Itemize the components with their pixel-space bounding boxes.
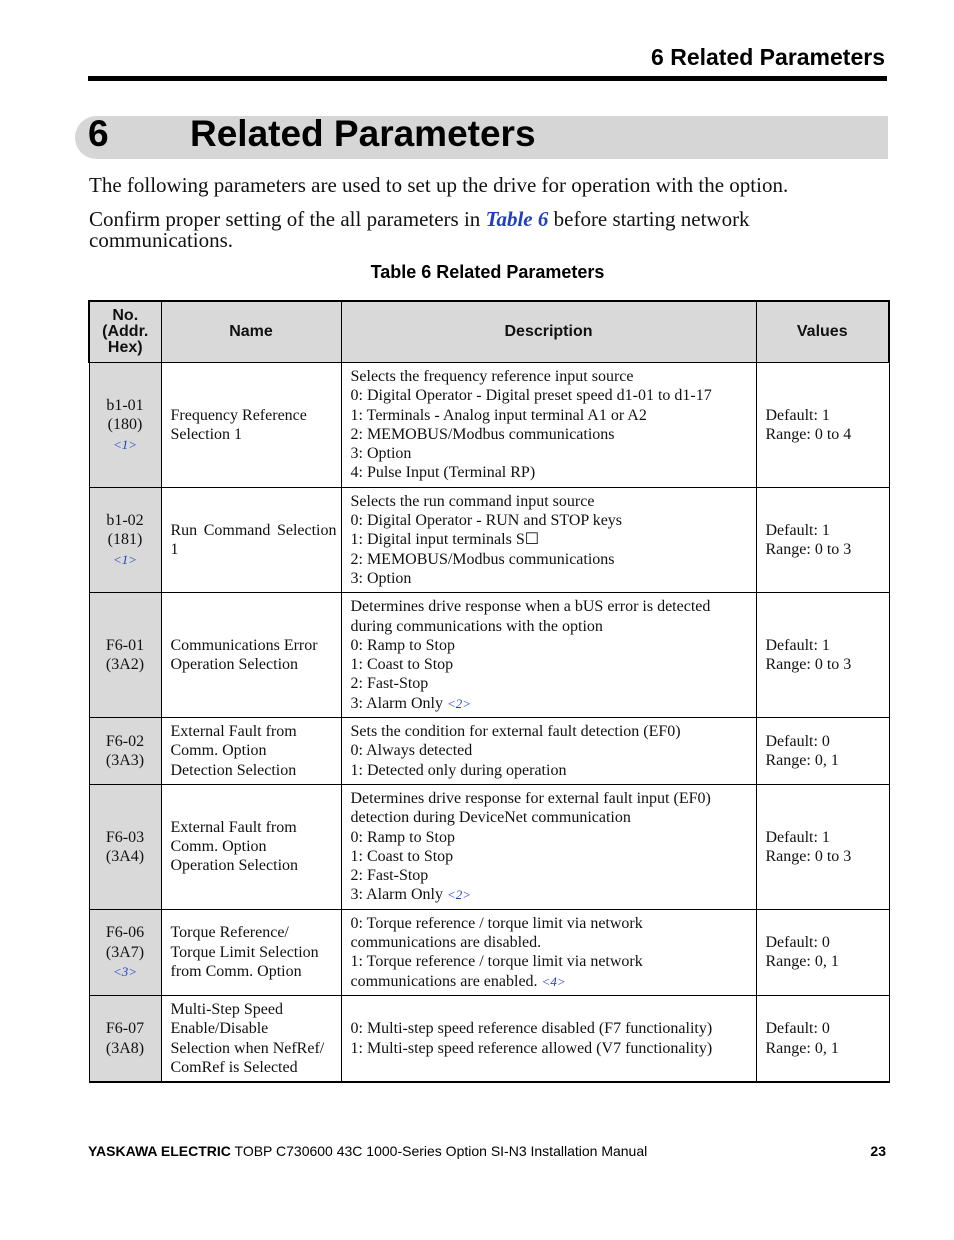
param-values-cell: [756, 593, 889, 718]
param-name-line: Run Command Selection: [170, 521, 337, 539]
param-name-line: Operation Selection: [170, 857, 299, 875]
table-row: [89, 784, 889, 909]
param-description-cell: [341, 593, 756, 718]
param-description-line: 2: MEMOBUS/Modbus communications: [350, 425, 615, 443]
param-range: Range: 0, 1: [765, 953, 839, 971]
column-header-values: Values: [756, 301, 889, 363]
param-default: Default: 1: [765, 828, 830, 846]
param-name-line: External Fault from: [170, 818, 297, 836]
param-name-line: Comm. Option: [170, 838, 267, 856]
section-number: 6: [88, 113, 109, 154]
param-name-cell: [161, 363, 341, 488]
param-name-cell: [161, 909, 341, 995]
param-values-cell: [756, 487, 889, 592]
param-description-line: Determines drive response for external fault input (EF0): [350, 789, 711, 807]
param-address: (3A8): [105, 1039, 145, 1057]
param-description-line: 2: MEMOBUS/Modbus communications: [350, 550, 615, 568]
param-range: Range: 0 to 3: [765, 541, 852, 559]
param-name-line: Multi-Step Speed: [170, 1000, 283, 1018]
param-name-line: Selection 1: [170, 425, 243, 443]
param-description-line: 1: Detected only during operation: [350, 761, 567, 779]
param-name-line: Frequency Reference: [170, 406, 307, 424]
param-description-line: [351, 972, 752, 991]
param-default: Default: 0: [765, 934, 830, 952]
param-description-line: detection during DeviceNet communication: [350, 809, 631, 827]
param-range: Range: 0 to 4: [765, 425, 852, 443]
param-range: Range: 0, 1: [765, 751, 839, 769]
param-number: F6-03: [105, 828, 145, 846]
table-6-link[interactable]: Table 6: [485, 207, 549, 231]
param-description-cell: [341, 718, 756, 785]
param-no-cell: [89, 995, 161, 1082]
param-description-text: 3: Alarm Only: [350, 694, 443, 712]
page-number: 23: [870, 1143, 886, 1159]
related-parameters-table: [88, 300, 890, 1083]
param-description-cell: [341, 995, 756, 1082]
param-range: Range: 0, 1: [765, 1039, 839, 1057]
column-header-no: No. (Addr. Hex): [89, 301, 161, 363]
param-description-cell: [341, 909, 756, 995]
param-description-line: 4: Pulse Input (Terminal RP): [350, 464, 536, 482]
table-header-row: [89, 301, 889, 363]
column-header-description: Description: [341, 301, 756, 363]
param-name-line: Torque Limit Selection: [170, 943, 319, 961]
table-row: [89, 593, 889, 718]
param-number: F6-06: [105, 924, 145, 942]
param-number: b1-01: [106, 396, 144, 414]
footer-manual-title: [88, 1143, 647, 1159]
table-row: [89, 909, 889, 995]
param-name-line: Enable/Disable: [170, 1020, 269, 1038]
param-description-line: 1: Digital input terminals S☐: [350, 531, 540, 549]
param-description-line: Determines drive response when a bUS error is detected: [350, 598, 711, 616]
param-note[interactable]: <1>: [112, 436, 138, 452]
param-range: Range: 0 to 3: [765, 656, 852, 674]
param-description-line: 2: Fast-Stop: [350, 675, 429, 693]
param-values-cell: [756, 909, 889, 995]
param-description-line: 0: Digital Operator - RUN and STOP keys: [350, 512, 623, 530]
param-no-cell: [89, 363, 161, 488]
param-description-text: communications are enabled.: [350, 972, 538, 990]
intro-paragraph-2-before: Confirm proper setting of the all parameters in: [89, 207, 481, 231]
param-name-line: Torque Reference/: [170, 924, 289, 942]
param-range: Range: 0 to 3: [765, 847, 852, 865]
param-description-line: during communications with the option: [350, 617, 603, 635]
param-address: (180): [107, 416, 143, 434]
param-description-line: 0: Always detected: [350, 742, 473, 760]
param-default: Default: 0: [765, 732, 830, 750]
param-no-cell: [89, 784, 161, 909]
param-address: (3A3): [105, 751, 145, 769]
param-address: (3A7): [105, 943, 145, 961]
param-number: F6-01: [105, 636, 145, 654]
param-description-line: communications are disabled.: [350, 934, 542, 952]
param-description-line: 0: Torque reference / torque limit via network: [350, 914, 643, 932]
running-header: 6 Related Parameters: [651, 44, 885, 70]
param-description-line: 0: Digital Operator - Digital preset speed d1-01 to d1-17: [350, 387, 712, 405]
param-no-cell: [89, 909, 161, 995]
param-description-cell: [341, 363, 756, 488]
param-name-cell: [161, 593, 341, 718]
param-address: (3A4): [105, 847, 145, 865]
param-description-line: 2: Fast-Stop: [350, 867, 429, 885]
description-note[interactable]: <2>: [446, 695, 471, 711]
param-note[interactable]: <3>: [112, 963, 138, 979]
param-name-line: Detection Selection: [170, 761, 297, 779]
param-note[interactable]: <1>: [112, 551, 138, 567]
param-description-line: 3: Option: [350, 569, 412, 587]
param-description-line: [351, 694, 752, 713]
param-description-line: Selects the frequency reference input source: [350, 368, 634, 385]
intro-paragraph-1: The following parameters are used to set up the drive for operation with the option.: [89, 173, 789, 197]
param-description-line: 0: Multi-step speed reference disabled (F7 functionality): [350, 1020, 713, 1038]
param-description-line: Sets the condition for external fault detection (EF0): [350, 723, 681, 741]
footer-manual: TOBP C730600 43C 1000-Series Option SI-N3 Installation Manual: [234, 1143, 648, 1159]
param-address: (3A2): [105, 656, 145, 674]
param-values-cell: [756, 784, 889, 909]
header-rule: [88, 76, 887, 81]
param-description-text: 3: Alarm Only: [350, 886, 443, 904]
description-note[interactable]: <4>: [541, 973, 566, 989]
param-description-line: 1: Terminals - Analog input terminal A1 or A2: [350, 406, 647, 424]
param-default: Default: 1: [765, 521, 830, 539]
intro-paragraph-2: [89, 209, 869, 251]
param-no-cell: [89, 718, 161, 785]
param-name-line: Comm. Option: [170, 742, 267, 760]
table-caption: Table 6 Related Parameters: [370, 262, 605, 282]
param-name-cell: [161, 718, 341, 785]
param-number: F6-02: [105, 732, 145, 750]
param-name-line: Operation Selection: [170, 656, 299, 674]
table-row: [89, 718, 889, 785]
param-values-cell: [756, 995, 889, 1082]
param-number: b1-02: [106, 512, 144, 530]
param-description-line: 1: Coast to Stop: [350, 656, 454, 674]
param-name-line: ComRef is Selected: [170, 1058, 298, 1076]
param-name-cell: [161, 784, 341, 909]
intro-paragraph-2-after: before starting network communications.: [89, 207, 750, 252]
table-row: [89, 363, 889, 488]
param-name-cell: [161, 487, 341, 592]
param-default: Default: 1: [765, 636, 830, 654]
param-name-line: Communications Error: [170, 636, 318, 654]
param-no-cell: [89, 487, 161, 592]
param-no-cell: [89, 593, 161, 718]
param-values-cell: [756, 363, 889, 488]
param-description-line: 0: Ramp to Stop: [350, 636, 455, 654]
param-description-line: Selects the run command input source: [350, 492, 595, 510]
param-name-line: Selection when NefRef/: [170, 1039, 325, 1057]
param-description-line: [351, 885, 752, 904]
param-description-line: 0: Ramp to Stop: [350, 828, 455, 846]
table-row: [89, 487, 889, 592]
param-name-line: External Fault from: [170, 723, 297, 741]
column-header-name: Name: [161, 301, 341, 363]
param-description-line: 3: Option: [350, 445, 412, 463]
param-description-cell: [341, 784, 756, 909]
param-default: Default: 1: [765, 406, 830, 424]
param-name-line: 1: [170, 541, 179, 559]
param-name-line: from Comm. Option: [170, 962, 302, 980]
param-address: (181): [107, 531, 143, 549]
param-description-line: 1: Torque reference / torque limit via network: [350, 953, 643, 971]
section-title: Related Parameters: [190, 113, 536, 154]
param-values-cell: [756, 718, 889, 785]
param-number: F6-07: [105, 1020, 145, 1038]
param-name-cell: [161, 995, 341, 1082]
param-description-cell: [341, 487, 756, 592]
description-note[interactable]: <2>: [446, 887, 471, 903]
footer-brand: YASKAWA ELECTRIC: [88, 1143, 231, 1159]
param-default: Default: 0: [765, 1020, 830, 1038]
param-description-line: 1: Multi-step speed reference allowed (V7 functionality): [350, 1039, 713, 1057]
table-row: [89, 995, 889, 1082]
param-description-line: 1: Coast to Stop: [350, 847, 454, 865]
